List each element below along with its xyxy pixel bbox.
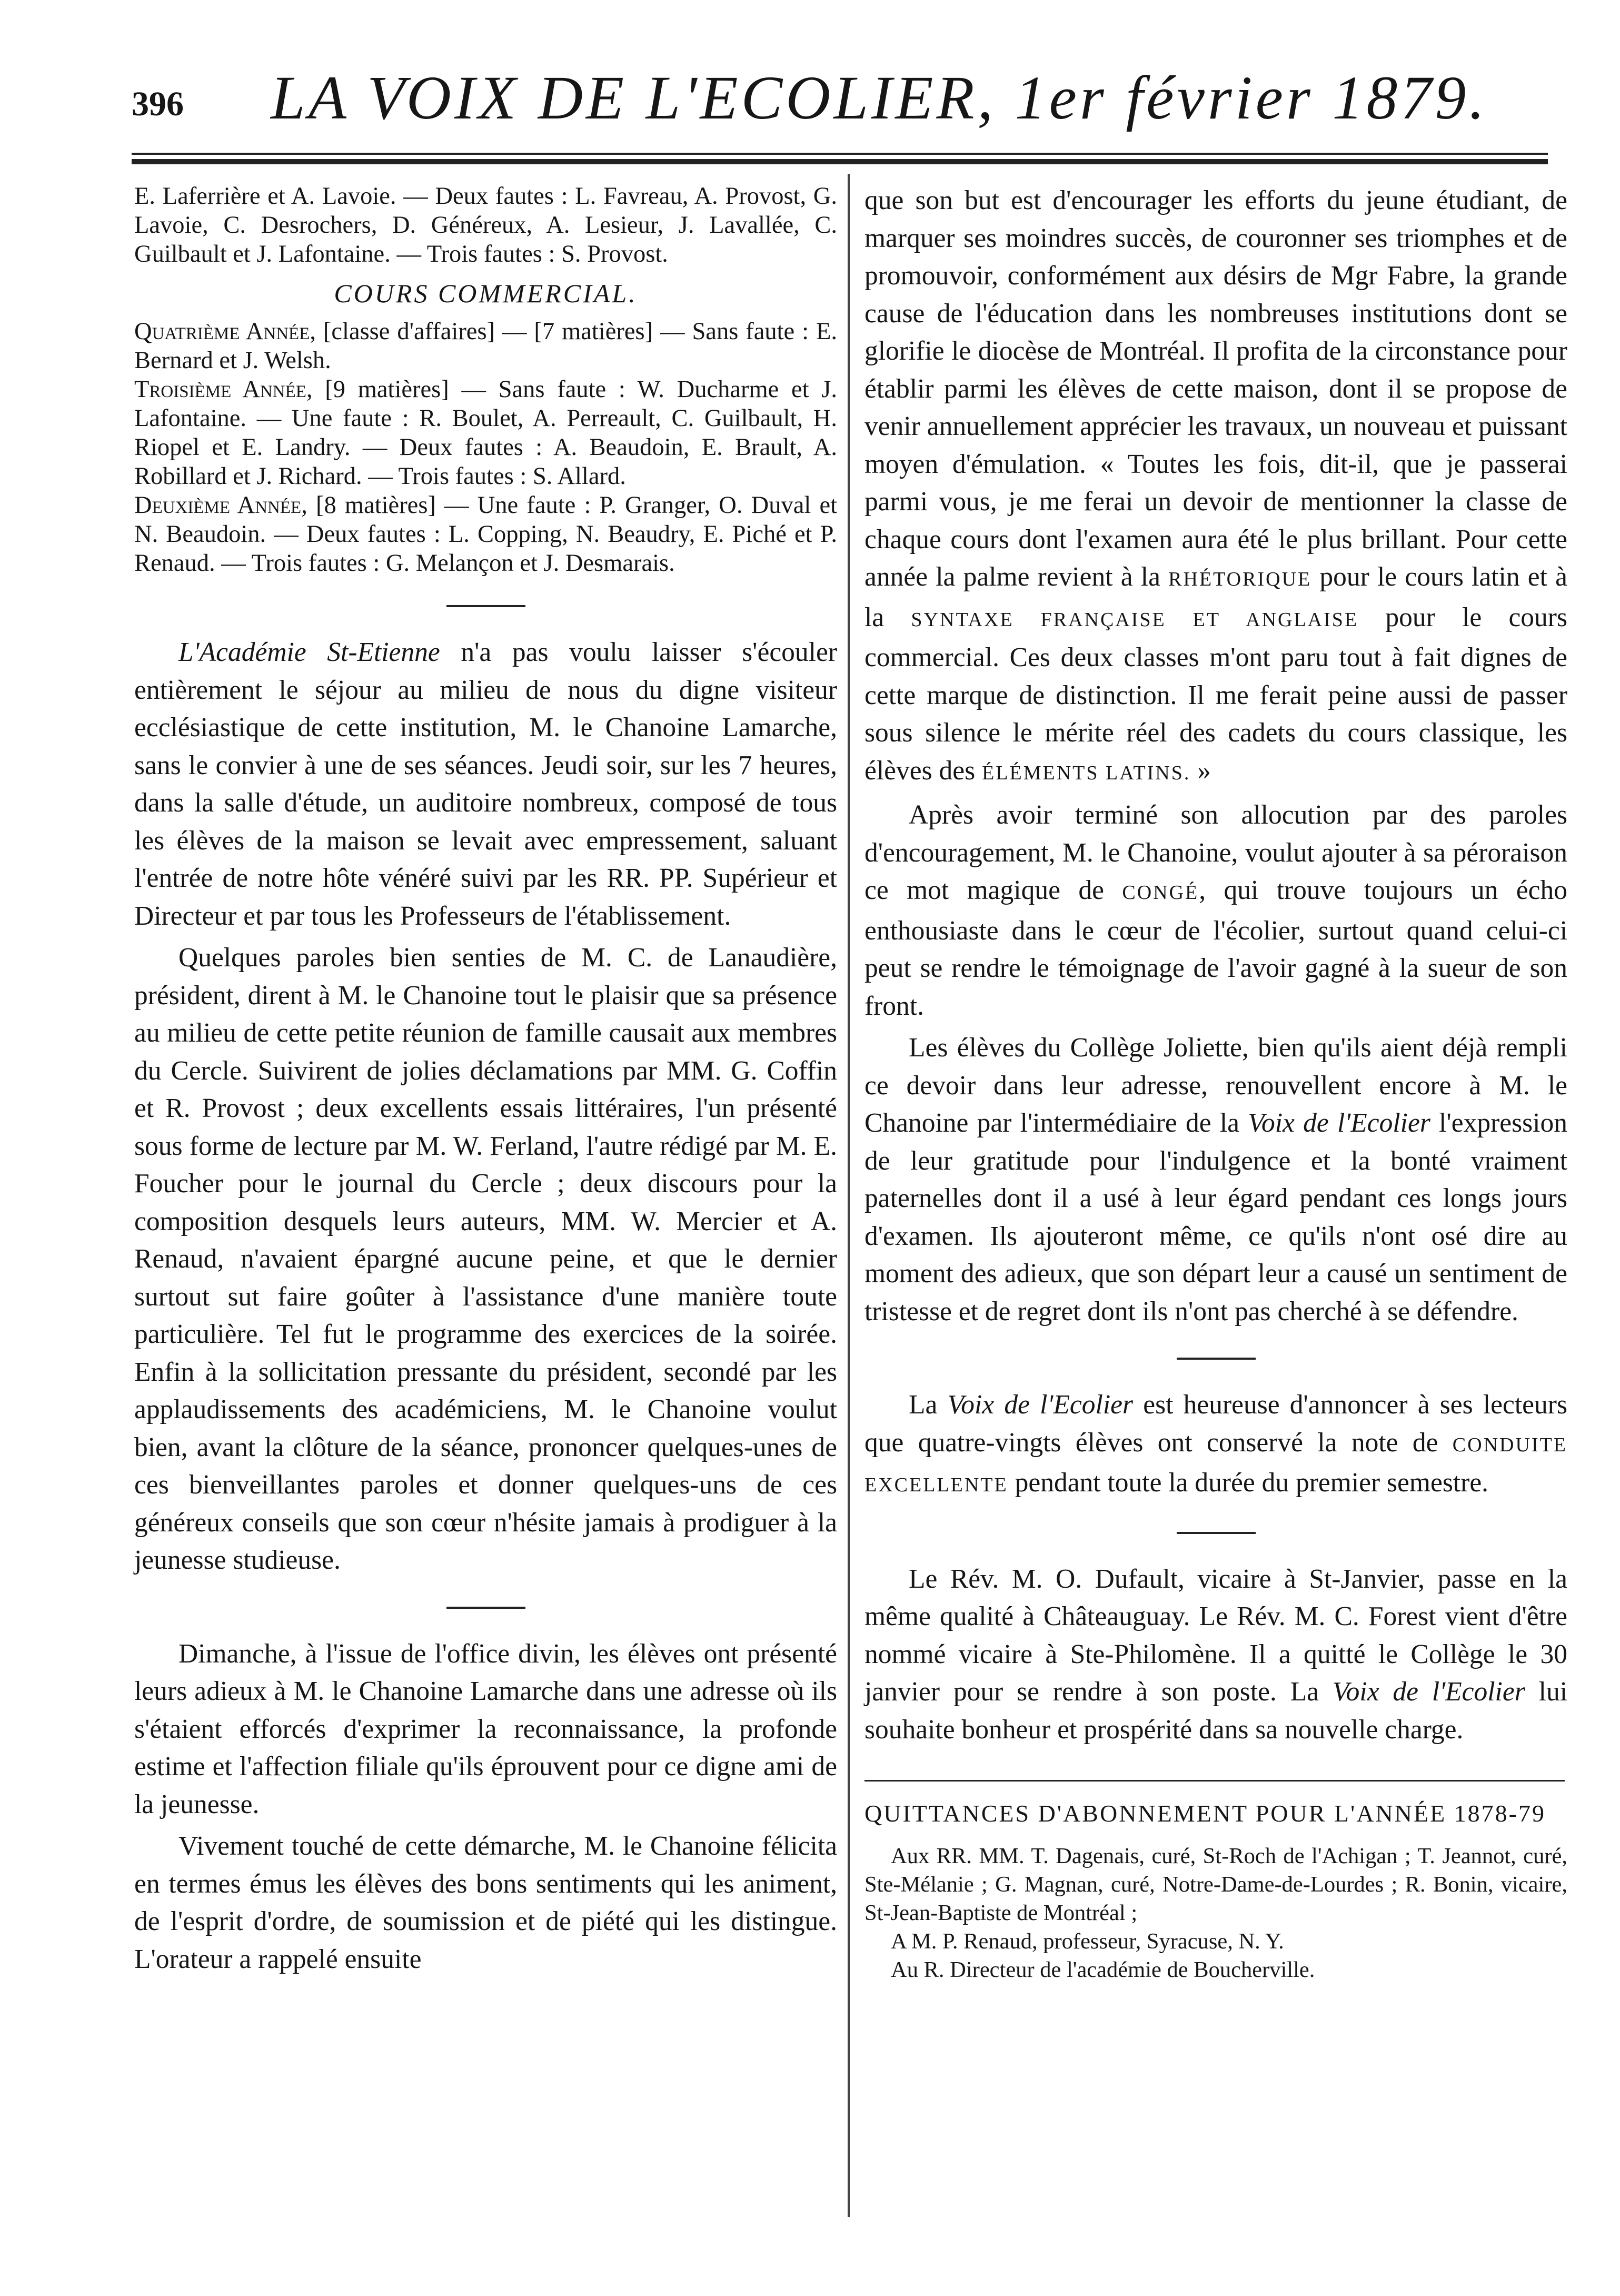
separator-rule [1177,1358,1256,1360]
article-paragraph [864,1560,1567,1749]
separator-rule [1177,1532,1256,1534]
academie-name: L'Académie St-Etienne [178,637,440,667]
article-paragraph [134,634,837,935]
classical-results-continued: E. Laferrière et A. Lavoie. — Deux fautes : L. Favreau, A. Provost, G. Lavoie, C. Desrochers, D. Généreux, A. Lesieur, J. Lavallée, C. Guilbault et J. Lafontaine. — Trois fautes : S. Provost. [134,183,837,268]
paragraph-text: lui souhaite bonheur et prospérité dans sa nouvelle charge. [864,1677,1567,1745]
paragraph-text: , qui trouve toujours un écho enthousiaste dans le cœur de l'écolier, surtout quand celui-ci peut se rendre le témoignage de l'avoir gagné à la sueur de son front. [864,875,1567,1021]
paragraph-text: pour le cours commercial. Ces deux classes m'ont paru tout à fait dignes de cette marque de distinction. Il me ferait peine aussi de passer sous silence le mérite réel des cadets du cours classique, les élèves des [864,602,1567,786]
paragraph-text: pour le cours latin et à la [864,562,1567,632]
year-label: Troisième Année, [134,376,313,403]
journal-name: Voix de l'Ecolier [1332,1677,1525,1707]
paragraph-text: que son but est d'encourager les efforts du jeune étudiant, de marquer ses moindres succès, de couronner ses triomphes et de promouvoir, conformément aux désirs de Mgr Fabre, la grande cause de l'éducation dans les nombreuses institutions dont se glorifie le diocèse de Montréal. Il profita de la circonstance pour établir parmi les élèves de cette maison, dont il se propose de venir annuellement apprécier les travaux, un nouveau et puissant moyen d'émulation. « Toutes les fois, dit-il, que je passerai parmi vous, je me ferai un devoir de mentionner la classe de chaque cours dont l'examen aura été le plus brillant. Pour cette année la palme revient à la [864,185,1567,592]
quittances-heading: QUITTANCES D'ABONNEMENT POUR L'ANNÉE 1878-79 [864,1800,1546,1827]
page-number: 396 [132,85,184,123]
academie-article [134,634,837,1579]
deuxieme-annee [134,491,837,578]
paragraph-text: pendant toute la durée du premier semestre. [1008,1468,1489,1498]
article-paragraph: Quelques paroles bien senties de M. C. de Lanaudière, président, dirent à M. le Chanoine tout le plaisir que sa présence au milieu de cette petite réunion de famille causait aux membres du Cercle. Suivirent de jolies déclamations par MM. G. Coffin et R. Provost ; deux excellents essais littéraires, l'un présenté sous forme de lecture par M. W. Ferland, l'autre rédigé par M. E. Foucher pour le journal du Cercle ; deux discours pour la composition desquels leurs auteurs, MM. W. Mercier et A. Renaud, n'avaient épargné aucune peine, et que le dernier surtout sut faire goûter à l'assistance d'une manière toute particulière. Tel fut le programme des exercices de la soirée. Enfin à la sollicitation pressante du président, secondé par les applaudissements des académiciens, M. le Chanoine voulut bien, avant la clôture de la séance, prononcer quelques-unes de ces bienveillantes paroles et donner quelques-uns de ces généreux conseils que son cœur n'hésite jamais à prodiguer à la jeunesse studieuse. [134,943,837,1575]
separator-rule [446,1607,525,1609]
year-label: Quatrième Année, [134,318,316,345]
article-paragraph [864,796,1567,1025]
article-paragraph: Vivement touché de cette démarche, M. le Chanoine félicita en termes émus les élèves des bons sentiments qui les animent, de l'esprit d'ordre, de soumission et de piété qui les distingue. L'orateur a rappelé ensuite [134,1831,837,1974]
quittance-entry: Aux RR. MM. T. Dagenais, curé, St-Roch de l'Achigan ; T. Jeannot, curé, Ste-Mélanie ; G. Magnan, curé, Notre-Dame-de-Lourdes ; R. Bonin, vicaire, St-Jean-Baptiste de Montréal ; [864,1844,1567,1925]
right-column [864,182,1567,1984]
page-header [132,62,1548,141]
year-label: Deuxième Année, [134,492,307,519]
paragraph-text: La [909,1390,948,1420]
article-paragraph [864,182,1567,792]
allocution-article [864,182,1567,1330]
conge-word: CONGÉ [1122,882,1199,904]
class-name: RHÉTORIQUE [1168,568,1312,590]
paragraph-text: Les élèves du Collège Joliette, bien qu'ils aient déjà rempli ce devoir dans leur adresse, renouvellent encore à M. le Chanoine par l'intermédiaire de la [864,1033,1567,1138]
quittance-entry: Au R. Directeur de l'académie de Boucherville. [891,1957,1315,1982]
class-name: ÉLÉMENTS LATINS. [982,761,1191,784]
article-paragraph [864,1029,1567,1330]
left-column [134,182,837,1978]
paragraph-text: n'a pas voulu laisser s'écouler entièrement le séjour au milieu de nous du digne visiteur ecclésiastique de cette institution, M. le Chanoine Lamarche, sans le convier à une de ses séances. Jeudi soir, sur les 7 heures, dans la salle d'étude, un auditoire nombreux, composé de tous les élèves de la maison se levait avec empressement, saluant l'entrée de notre hôte vénéré suivi par les RR. PP. Supérieur et Directeur et par tous les Professeurs de l'établissement. [134,637,837,931]
results-list [134,182,837,578]
header-rule-thin [132,153,1548,155]
column-divider [848,174,850,2217]
journal-name: Voix de l'Ecolier [1248,1108,1430,1138]
article-paragraph: Dimanche, à l'issue de l'office divin, les élèves ont présenté leurs adieux à M. le Chanoine Lamarche dans une adresse où ils s'étaient efforcés d'exprimer la reconnaissance, la profonde estime et l'affection filiale qu'ils éprouvent pour ce digne ami de la jeunesse. [134,1638,837,1819]
paragraph-text: est heureuse d'annoncer à ses lecteurs que quatre-vingts élèves ont conservé la note de [864,1390,1567,1458]
paragraph-text: » [1190,755,1211,786]
journal-name: Voix de l'Ecolier [947,1390,1134,1420]
conduite-notice [864,1386,1567,1505]
article-paragraph [864,1386,1567,1505]
paragraph-text: Le Rév. M. O. Dufault, vicaire à St-Janvier, passe en la même qualité à Châteauguay. Le Rév. M. C. Forest vient d'être nommé vicaire à Ste-Philomène. Il a quitté le Collège le 30 janvier pour se rendre à son poste. La [864,1563,1567,1707]
quittances-rule [864,1780,1565,1782]
header-rule-thick [132,159,1548,164]
journal-title: LA VOIX DE L'ECOLIER, 1er février 1879. [271,63,1488,132]
dimanche-article [134,1635,837,1978]
conduite-label: CONDUITE EXCELLENTE [864,1433,1567,1496]
quittance-entry: A M. P. Renaud, professeur, Syracuse, N. Y. [891,1929,1284,1954]
paragraph-text: Après avoir terminé son allocution par des paroles d'encouragement, M. le Chanoine, voulut ajouter à sa péroraison ce mot magique de [864,800,1567,905]
quittances-list [864,1842,1567,1984]
separator-rule [446,605,525,607]
paragraph-text: l'expression de leur gratitude pour l'indulgence et la bonté vraiment paternelles dont il a usé à leur égard pendant ces longs jours d'examen. Ils ajouteront même, ce qu'ils n'ont osé dire au moment des adieux, que son départ leur a causé un sentiment de tristesse et de regret dont ils n'ont pas cherché à se défendre. [864,1108,1567,1327]
class-name: SYNTAXE FRANÇAISE ET ANGLAISE [911,608,1359,631]
year-results: [8 matières] — Une faute : P. Granger, O. Duval et N. Beaudoin. — Deux fautes : L. Copping, N. Beaudry, E. Piché et P. Renaud. — Trois fautes : G. Melançon et J. Desmarais. [134,492,838,577]
year-results: [classe d'affaires] — [7 matières] — Sans faute : E. Bernard et J. Welsh. [134,318,837,374]
nominations-notice [864,1560,1567,1749]
troisieme-annee [134,375,837,491]
year-results: [9 matières] — Sans faute : W. Ducharme et J. Lafontaine. — Une faute : R. Boulet, A. Perreault, C. Guilbault, H. Riopel et E. Landry. — Deux fautes : A. Beaudoin, E. Brault, A. Robillard et J. Richard. — Trois fautes : S. Allard. [134,376,837,490]
section-heading: COURS COMMERCIAL. [334,279,638,308]
quatrieme-annee [134,317,837,375]
